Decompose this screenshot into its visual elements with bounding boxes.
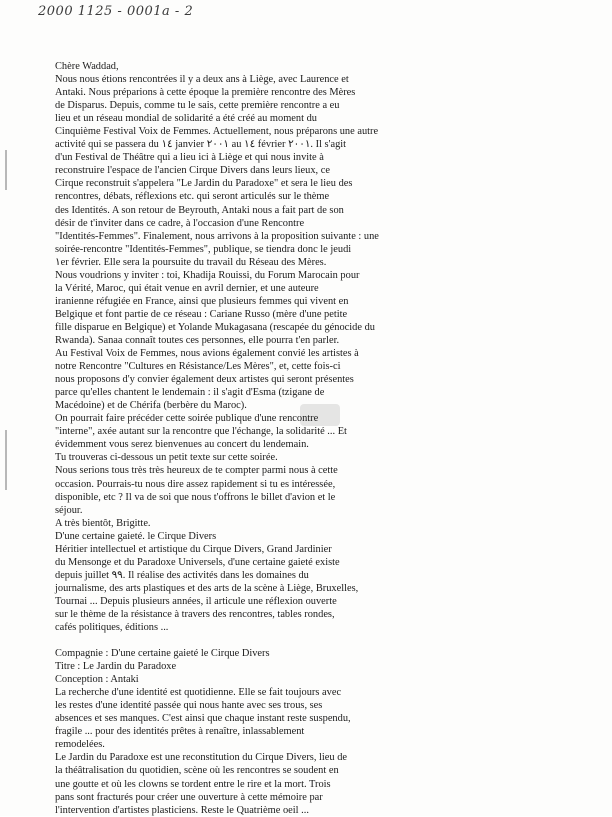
letter-line: les restes d'une identité passée qui nous hante avec ses trous, ses (55, 700, 323, 712)
letter-line: Rwanda). Sanaa connaît toutes ces personnes, elle pourra t'en parler. (55, 334, 340, 346)
letter-line: Cinquième Festival Voix de Femmes. Actuellement, nous préparons une autre (55, 126, 379, 138)
letter-line: Conception : Antaki (55, 674, 139, 686)
letter-line: lieu et un réseau mondial de solidarité a été créé au moment du (55, 113, 317, 125)
letter-line: l'intervention d'artistes plasticiens. Reste le Quatrième oeil ... (55, 804, 309, 816)
letter-line: d'un Festival de Théâtre qui a lieu ici à Liège et qui nous invite à (55, 152, 324, 164)
letter-line: journalisme, des arts plastiques et des arts de la scène à Liège, Bruxelles, (55, 582, 359, 594)
letter-body (55, 60, 575, 817)
letter-line: rencontres, débats, réflexions etc. qui seront articulés sur le thème (55, 191, 330, 203)
letter-line: désir de t'inviter dans ce cadre, à l'occasion d'une Rencontre (55, 217, 305, 229)
letter-line: remodelées. (55, 739, 105, 751)
letter-line: de Disparus. Depuis, comme tu le sais, cette première rencontre a eu (55, 100, 340, 112)
letter-line: A très bientôt, Brigitte. (55, 517, 151, 529)
letter-line: disponible, etc ? Il va de soi que nous t'offrons le billet d'avion et le (55, 491, 336, 503)
letter-line: fragile ... pour des identités prêtes à renaître, inlassablement (55, 726, 305, 738)
letter-line: nous proposons d'y convier également deux artistes qui seront présentes (55, 374, 354, 386)
letter-line: une goutte et où les clowns se tordent entre le rire et la mort. Trois (55, 778, 331, 790)
letter-line: Au Festival Voix de Femmes, nous avions également convié les artistes à (55, 348, 359, 360)
letter-line: Cirque reconstruit s'appelera "Le Jardin du Paradoxe" et sera le lieu des (55, 178, 353, 190)
letter-line: Nous voudrions y inviter : toi, Khadija Rouissi, du Forum Marocain pour (55, 269, 360, 281)
letter-line: reconstruire l'espace de l'ancien Cirque Divers dans leurs lieux, ce (55, 165, 330, 177)
letter-line: Antaki. Nous préparions à cette époque la première rencontre des Mères (55, 87, 356, 99)
letter-line: notre Rencontre "Cultures en Résistance/Les Mères", et, cette fois-ci (55, 361, 341, 373)
letter-line: soirée-rencontre "Identités-Femmes", publique, se tiendra donc le jeudi (55, 243, 352, 255)
letter-line: séjour. (55, 504, 83, 516)
letter-line: Tournai ... Depuis plusieurs années, il articule une réflexion ouverte (55, 595, 337, 607)
letter-line: parce qu'elles chantent le lendemain : il s'agit d'Esma (tzigane de (55, 387, 325, 399)
letter-line: Compagnie : D'une certaine gaieté le Cirque Divers (55, 648, 270, 660)
letter-line: On pourrait faire précéder cette soirée publique d'une rencontre (55, 413, 319, 425)
letter-line: Chère Waddad, (55, 61, 119, 72)
letter-line: activité qui se passera du ١٤ janvier ٢٠٠١ au ١٤ février ٢٠٠١. Il s'agit (55, 139, 347, 151)
scan-edge-mark (5, 430, 7, 490)
letter-line: fille disparue en Belgique) et Yolande Mukagasana (rescapée du génocide du (55, 321, 375, 333)
paragraph-spacer (55, 634, 575, 647)
letter-line: Macédoine) et de Chérifa (berbère du Maroc). (55, 400, 247, 412)
letter-line: sur le thème de la résistance à travers des rencontres, tables rondes, (55, 608, 335, 620)
letter-line: des Identités. A son retour de Beyrouth, Antaki nous a fait part de son (55, 204, 344, 216)
letter-line: Tu trouveras ci-dessous un petit texte sur cette soirée. (55, 452, 278, 464)
letter-paragraph-invitees-and-company (55, 269, 575, 634)
letter-line: cafés politiques, éditions ... (55, 622, 169, 634)
letter-line: la théâtralisation du quotidien, scène où les rencontres se soudent en (55, 765, 339, 777)
letter-line: Le Jardin du Paradoxe est une reconstitution du Cirque Divers, lieu de (55, 752, 348, 764)
letter-line: "Identités-Femmes". Finalement, nous arrivons à la proposition suivante : une (55, 230, 379, 242)
letter-line: Belgique et font partie de ce réseau : Cariane Russo (mère d'une petite (55, 308, 348, 320)
letter-line: occasion. Pourrais-tu nous dire assez rapidement si tu es intéressée, (55, 478, 336, 490)
letter-paragraph-production-description (55, 647, 575, 817)
letter-line: D'une certaine gaieté. le Cirque Divers (55, 530, 217, 542)
letter-line: du Mensonge et du Paradoxe Universels, d'une certaine gaieté existe (55, 556, 340, 568)
letter-line: "interne", axée autant sur la rencontre que l'échange, la solidarité ... Et (55, 426, 347, 438)
archive-reference-number: 2000 1125 - 0001a - 2 (38, 4, 194, 19)
letter-line: iranienne réfugiée en France, ainsi que plusieurs femmes qui vivent en (55, 295, 349, 307)
scan-edge-mark (5, 150, 7, 190)
letter-line: La recherche d'une identité est quotidienne. Elle se fait toujours avec (55, 687, 342, 699)
letter-line: Nous nous étions rencontrées il y a deux ans à Liège, avec Laurence et (55, 74, 349, 86)
letter-line: absences et ses manques. C'est ainsi que chaque instant reste suspendu, (55, 713, 351, 725)
letter-line: pans sont fracturés pour créer une ouverture à cette mémoire par (55, 791, 323, 803)
letter-line: évidemment vous serez bienvenues au concert du lendemain. (55, 439, 309, 451)
letter-line: Nous serions tous très très heureux de te compter parmi nous à cette (55, 465, 338, 477)
letter-line: la Vérité, Maroc, qui était venue en avril dernier, et une auteure (55, 282, 319, 294)
letter-paragraph-invitation-context (55, 60, 575, 269)
letter-line: depuis juillet ٩٩. Il réalise des activités dans les domaines du (55, 569, 309, 581)
letter-line: ١er février. Elle sera la poursuite du travail du Réseau des Mères. (55, 256, 327, 268)
letter-line: Héritier intellectuel et artistique du Cirque Divers, Grand Jardinier (55, 543, 332, 555)
letter-line: Titre : Le Jardin du Paradoxe (55, 661, 177, 673)
